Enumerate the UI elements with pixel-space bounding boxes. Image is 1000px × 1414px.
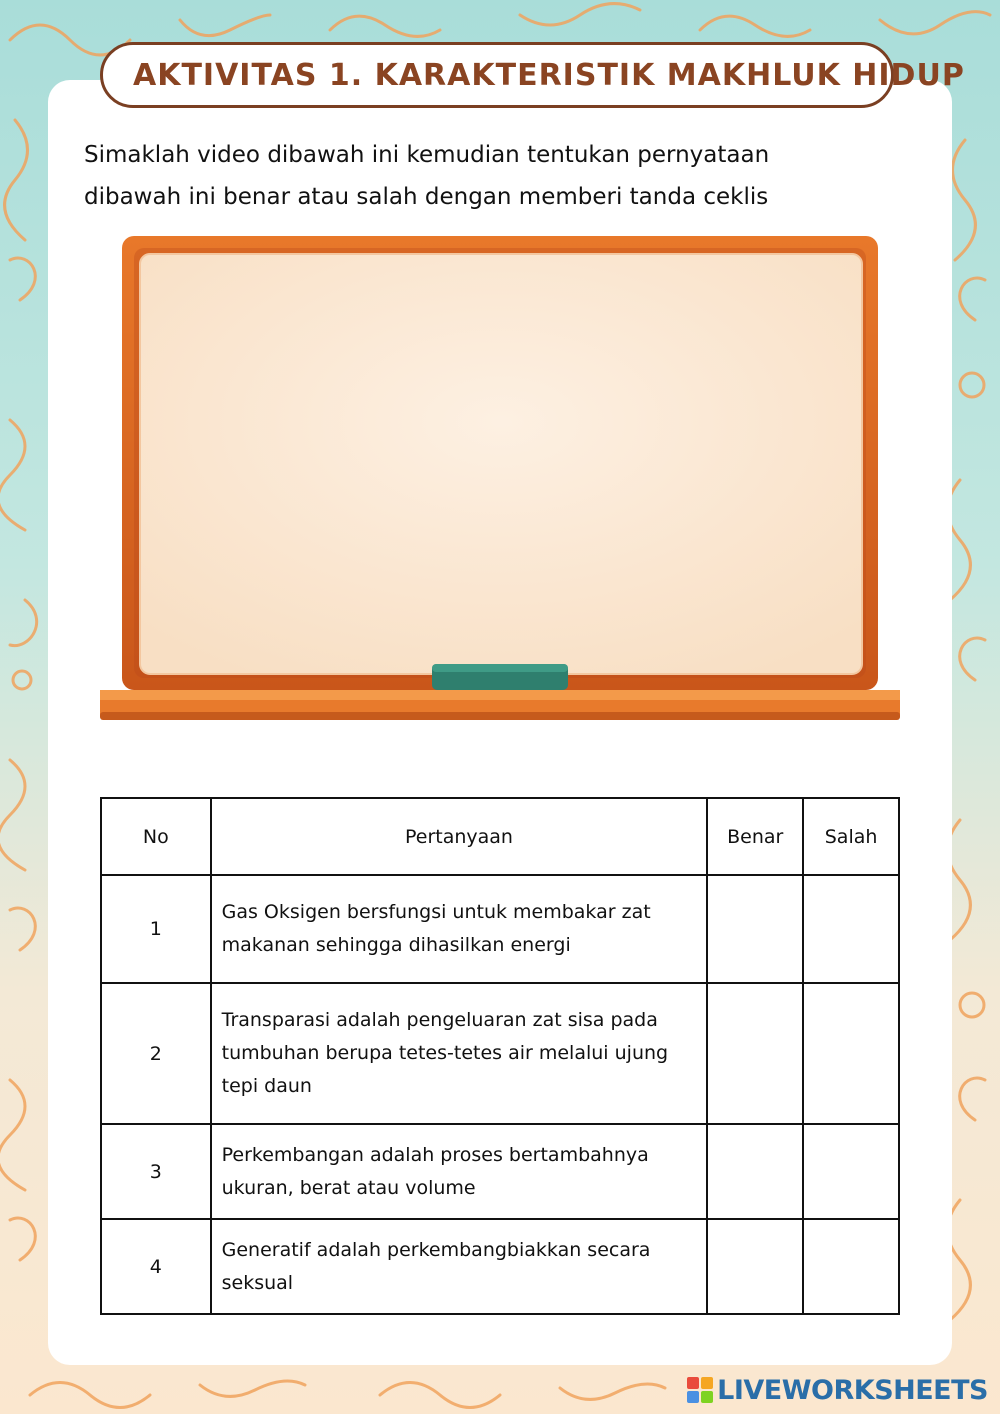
table-row (101, 1124, 899, 1219)
true-checkbox-1[interactable] (707, 875, 803, 983)
instruction-line-1: Simaklah video dibawah ini kemudian tentukan pernyataan (84, 142, 770, 168)
row-question: Perkembangan adalah proses bertambahnya ukuran, berat atau volume (211, 1124, 708, 1219)
table-header-row (101, 798, 899, 875)
video-board[interactable] (100, 234, 900, 724)
header-no: No (101, 798, 211, 875)
row-question: Gas Oksigen bersfungsi untuk membakar zat makanan sehingga dihasilkan energi (211, 875, 708, 983)
false-checkbox-1[interactable] (803, 875, 899, 983)
table-row (101, 983, 899, 1124)
title-banner (100, 42, 965, 108)
question-table (100, 797, 900, 1315)
true-checkbox-4[interactable] (707, 1219, 803, 1314)
instruction-text (84, 134, 924, 218)
false-checkbox-2[interactable] (803, 983, 899, 1124)
header-true: Benar (707, 798, 803, 875)
header-question: Pertanyaan (211, 798, 708, 875)
liveworksheets-logo-icon (687, 1377, 713, 1403)
true-checkbox-2[interactable] (707, 983, 803, 1124)
table-row (101, 1219, 899, 1314)
false-checkbox-4[interactable] (803, 1219, 899, 1314)
page-title: AKTIVITAS 1. KARAKTERISTIK MAKHLUK HIDUP (133, 57, 965, 93)
row-number: 3 (101, 1124, 211, 1219)
header-false: Salah (803, 798, 899, 875)
true-checkbox-3[interactable] (707, 1124, 803, 1219)
row-number: 1 (101, 875, 211, 983)
instruction-line-2: dibawah ini benar atau salah dengan memberi tanda ceklis (84, 184, 769, 210)
logo-text: LIVEWORKSHEETS (717, 1374, 988, 1406)
table-row (101, 875, 899, 983)
whiteboard-icon (100, 234, 900, 724)
row-number: 2 (101, 983, 211, 1124)
false-checkbox-3[interactable] (803, 1124, 899, 1219)
row-number: 4 (101, 1219, 211, 1314)
row-question: Generatif adalah perkembangbiakkan secara seksual (211, 1219, 708, 1314)
row-question: Transparasi adalah pengeluaran zat sisa pada tumbuhan berupa tetes-tetes air melalui ujung tepi daun (211, 983, 708, 1124)
liveworksheets-logo[interactable] (687, 1372, 988, 1408)
